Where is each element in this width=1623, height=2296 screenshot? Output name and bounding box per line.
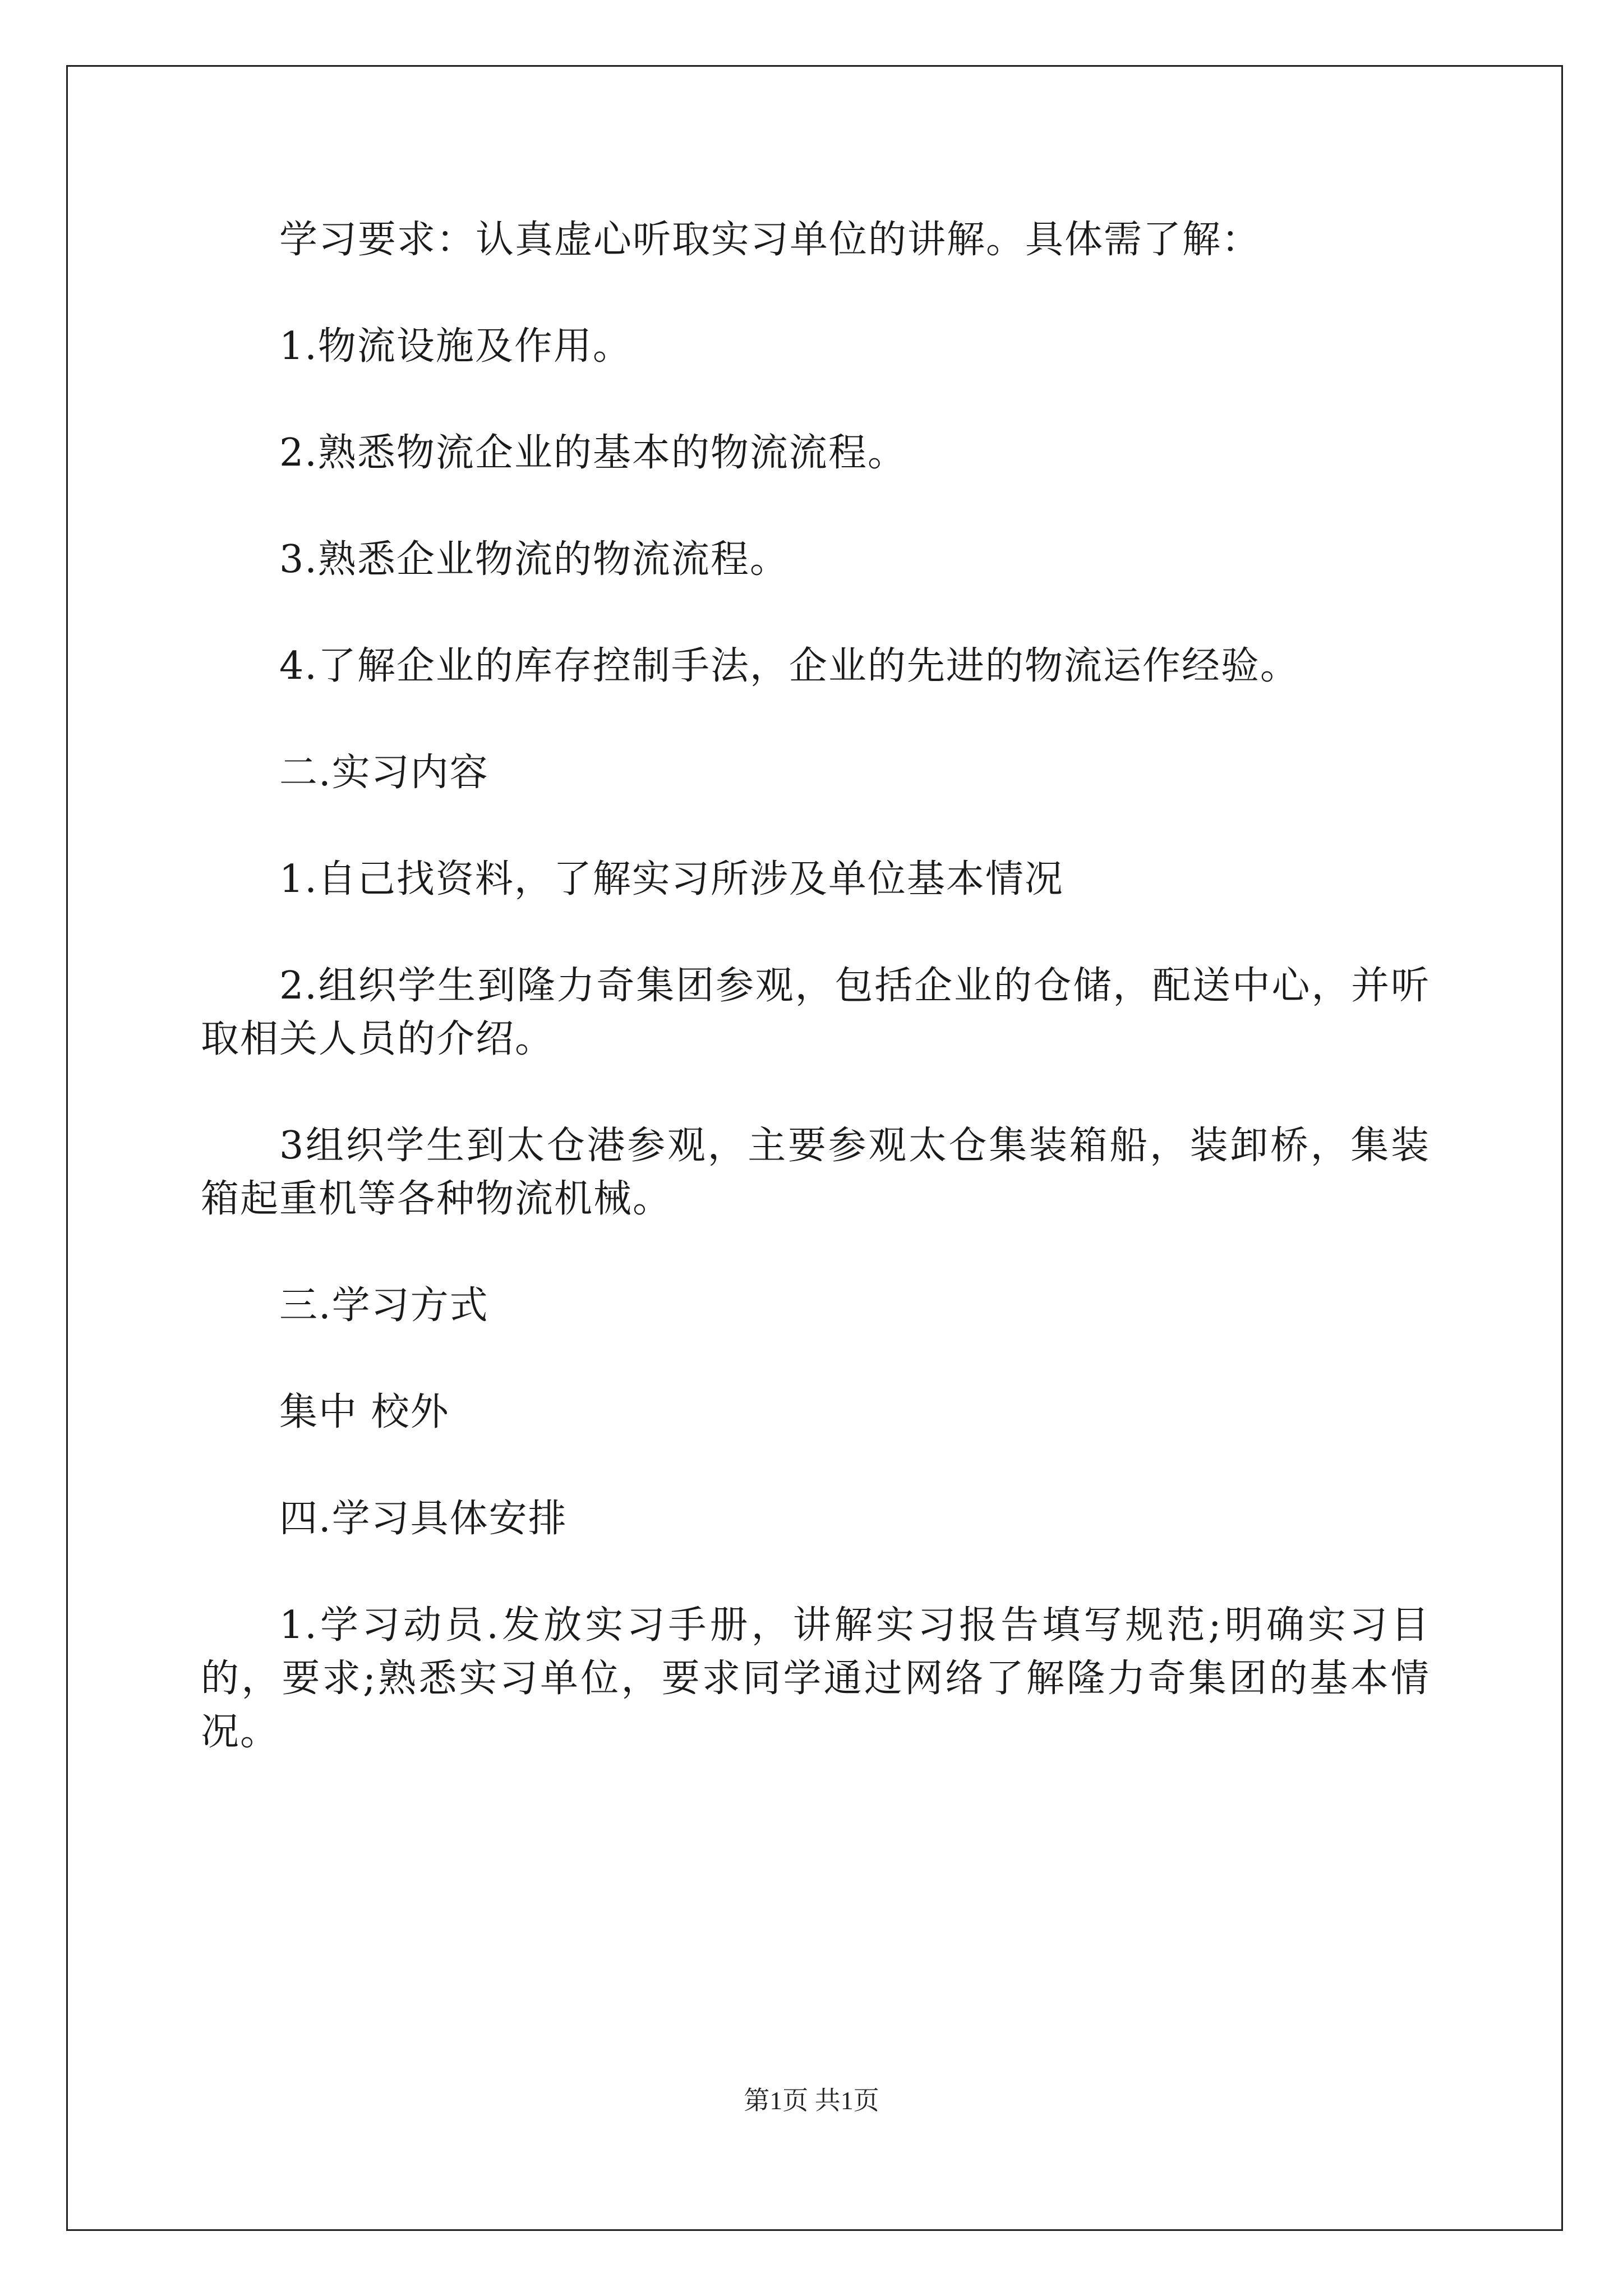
section-heading-content: 二.实习内容 (279, 751, 489, 795)
paragraph-item-2: 2.熟悉物流企业的基本的物流流程。 (279, 431, 907, 475)
paragraph-item-4: 4.了解企业的库存控制手法，企业的先进的物流运作经验。 (279, 644, 1299, 688)
paragraph-content-3: 3组织学生到太仓港参观，主要参观太仓集装箱船，装卸桥，集装箱起重机等各种物流机械。 (201, 1124, 1430, 1221)
paragraph-method: 集中 校外 (279, 1390, 450, 1434)
page-footer: 第1页 共1页 (744, 2086, 879, 2115)
paragraph-schedule-1: 1.学习动员.发放实习手册，讲解实习报告填写规范;明确实习目的，要求;熟悉实习单位，要求同学通过网络了解隆力奇集团的基本情况。 (201, 1603, 1430, 1754)
document-body (201, 213, 1430, 1759)
section-heading-schedule: 四.学习具体安排 (279, 1497, 568, 1541)
section-heading-method: 三.学习方式 (279, 1283, 489, 1328)
paragraph-content-2: 2.组织学生到隆力奇集团参观，包括企业的仓储，配送中心，并听取相关人员的介绍。 (201, 964, 1430, 1061)
paragraph-item-1: 1.物流设施及作用。 (279, 324, 632, 369)
paragraph-item-3: 3.熟悉企业物流的物流流程。 (279, 537, 789, 582)
paragraph-study-requirements: 学习要求：认真虚心听取实习单位的讲解。具体需了解： (279, 218, 1261, 262)
paragraph-content-1: 1.自己找资料，了解实习所涉及单位基本情况 (279, 857, 1064, 901)
